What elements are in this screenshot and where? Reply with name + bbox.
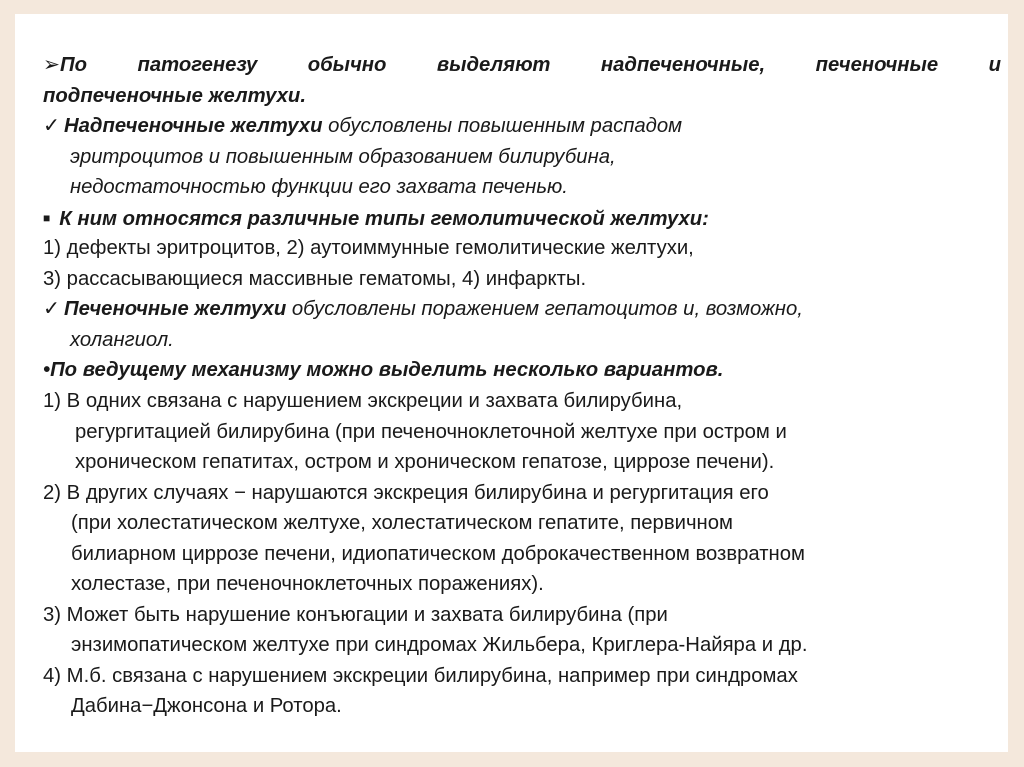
- variant-3-line-2: энзимопатическом желтухе при синдромах Жильбера, Криглера-Найяра и др.: [71, 634, 808, 657]
- prehepatic-term: Надпеченочные желтухи: [64, 115, 323, 138]
- variant-1-line-2: регургитацией билирубина (при печеночноклеточной желтухе при остром и: [75, 420, 787, 443]
- hepatic-line-2: холангиол.: [70, 328, 174, 351]
- variant-2-line-2: (при холестатическом желтухе, холестатическом гепатите, первичном: [71, 512, 733, 535]
- intro-word-4: выделяют: [436, 54, 551, 76]
- prehepatic-line-1: [43, 111, 1005, 142]
- variant-1-line-1: 1) В одних связана с нарушением экскреции и захвата билирубина,: [43, 390, 683, 413]
- hemolytic-heading-text: К ним относятся различные типы гемолитической желтухи:: [59, 207, 709, 230]
- intro-word-6: печеночные: [815, 54, 939, 76]
- hepatic-text: обусловлены поражением гепатоцитов и, возможно,: [286, 298, 803, 321]
- variant-4-line-2: Дабина−Джонсона и Ротора.: [71, 695, 342, 718]
- variant-1-line-3: хроническом гепатитах, остром и хроническом гепатозе, циррозе печени).: [75, 451, 775, 474]
- prehepatic-line-3: недостаточностью функции его захвата печенью.: [70, 176, 568, 199]
- hepatic-term: Печеночные желтухи: [64, 298, 287, 321]
- intro-line-1: [43, 50, 1001, 81]
- intro-word-3: обычно: [307, 54, 387, 76]
- variant-4-line-1: 4) М.б. связана с нарушением экскреции билирубина, например при синдромах: [43, 664, 798, 687]
- intro-word-5: надпеченочные,: [600, 54, 766, 76]
- intro-line-2: подпеченочные желтухи.: [43, 84, 306, 107]
- slide-page: [15, 14, 1008, 752]
- variant-3-line-1: 3) Может быть нарушение конъюгации и захвата билирубина (при: [43, 603, 668, 626]
- hemolytic-list-line-2: 3) рассасывающиеся массивные гематомы, 4) инфаркты.: [43, 267, 587, 290]
- prehepatic-text: обусловлены повышенным распадом: [322, 115, 683, 138]
- intro-word-1: ➢По: [43, 54, 87, 76]
- hemolytic-list-line-1: 1) дефекты эритроцитов, 2) аутоиммунные гемолитические желтухи,: [43, 237, 694, 260]
- hepatic-line-1: [43, 294, 1005, 325]
- slide-text-body: [43, 50, 1005, 722]
- checkmark-icon: ✓: [43, 115, 60, 138]
- prehepatic-line-2: эритроцитов и повышенным образованием билирубина,: [70, 145, 616, 168]
- variant-2-line-4: холестазе, при печеночноклеточных поражениях).: [71, 573, 544, 596]
- intro-word-2: патогенезу: [137, 54, 258, 76]
- square-bullet-icon: ■: [43, 210, 51, 225]
- mechanism-heading: •По ведущему механизму можно выделить несколько вариантов.: [43, 359, 724, 382]
- intro-word-7: и: [988, 54, 1001, 76]
- hemolytic-heading: [43, 203, 1005, 234]
- checkmark-icon: ✓: [43, 298, 60, 321]
- arrow-bullet-icon: ➢: [43, 54, 60, 76]
- variant-2-line-1: 2) В других случаях − нарушаются экскреция билирубина и регургитация его: [43, 481, 769, 504]
- variant-2-line-3: билиарном циррозе печени, идиопатическом доброкачественном возвратном: [71, 542, 805, 565]
